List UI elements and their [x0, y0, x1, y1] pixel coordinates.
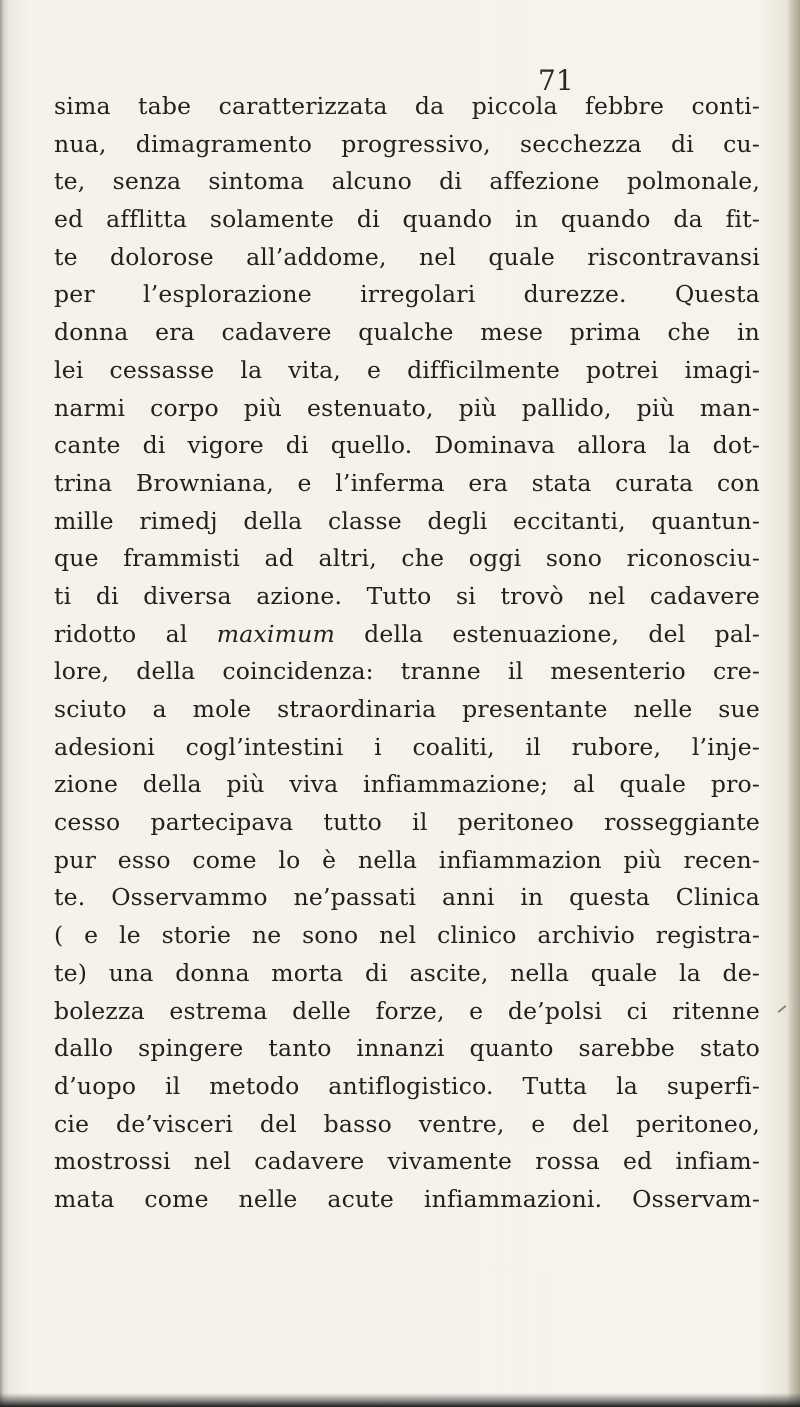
text-line: narmi corpo più estenuato, più pallido, più man- [54, 393, 760, 422]
text-line: donna era cadavere qualche mese prima che in [54, 318, 760, 347]
text-line: per l’esplorazione irregolari durezze. Questa [54, 280, 760, 309]
text-line: mostrossi nel cadavere vivamente rossa ed infiam- [54, 1147, 760, 1176]
text-line: cesso partecipava tutto il peritoneo rosseggiante [54, 808, 760, 837]
text-line: te, senza sintoma alcuno di affezione polmonale, [54, 167, 760, 196]
text-line: cante di vigore di quello. Dominava allora la dot- [54, 431, 760, 460]
text-line: ridotto al maximum della estenuazione, del pal- [54, 619, 760, 648]
text-line: bolezza estrema delle forze, e de’polsi ci ritenne [54, 996, 760, 1025]
text-line: lore, della coincidenza: tranne il mesenterio cre- [54, 657, 760, 686]
page-number: 71 [538, 64, 574, 97]
text-line: te) una donna morta di ascite, nella quale la de- [54, 958, 760, 987]
text-line: zione della più viva infiammazione; al quale pro- [54, 770, 760, 799]
text-line: sciuto a mole straordinaria presentante nelle sue [54, 695, 760, 723]
text-line: dallo spingere tanto innanzi quanto sarebbe stato [54, 1034, 760, 1063]
text-line: te dolorose all’addome, nel quale riscontravansi [54, 242, 760, 271]
text-line: ti di diversa azione. Tutto si trovò nel cadavere [54, 581, 760, 610]
body-text [54, 88, 760, 1219]
italic-term: maximum [216, 619, 335, 648]
text-line: lei cessasse la vita, e difficilmente potrei imagi- [54, 355, 760, 384]
text-line: mata come nelle acute infiammazioni. Osservam- [54, 1184, 760, 1213]
text-line: te. Osservammo ne’passati anni in questa Clinica [54, 883, 760, 912]
text-line: d’uopo il metodo antiflogistico. Tutta la superfi- [54, 1071, 760, 1100]
text-line: trina Browniana, e l’inferma era stata curata con [54, 468, 760, 497]
text-line: que frammisti ad altri, che oggi sono riconosciu- [54, 544, 760, 573]
page-right-edge [786, 0, 800, 1407]
text-line: ( e le storie ne sono nel clinico archivio registra- [54, 921, 760, 950]
text-line: mille rimedj della classe degli eccitanti, quantun- [54, 506, 760, 535]
page-bottom-shadow [0, 1393, 800, 1407]
text-line: ed afflitta solamente di quando in quando da fit- [54, 205, 760, 234]
text-line: nua, dimagramento progressivo, secchezza di cu- [54, 129, 760, 158]
text-line: pur esso come lo è nella infiammazion più recen- [54, 845, 760, 874]
text-line: sima tabe caratterizzata da piccola febbre conti- [54, 92, 760, 120]
text-line: adesioni cogl’intestini i coaliti, il rubore, l’inje- [54, 732, 760, 761]
page-left-edge [0, 0, 10, 1407]
text-line: cie de’visceri del basso ventre, e del peritoneo, [54, 1109, 760, 1138]
